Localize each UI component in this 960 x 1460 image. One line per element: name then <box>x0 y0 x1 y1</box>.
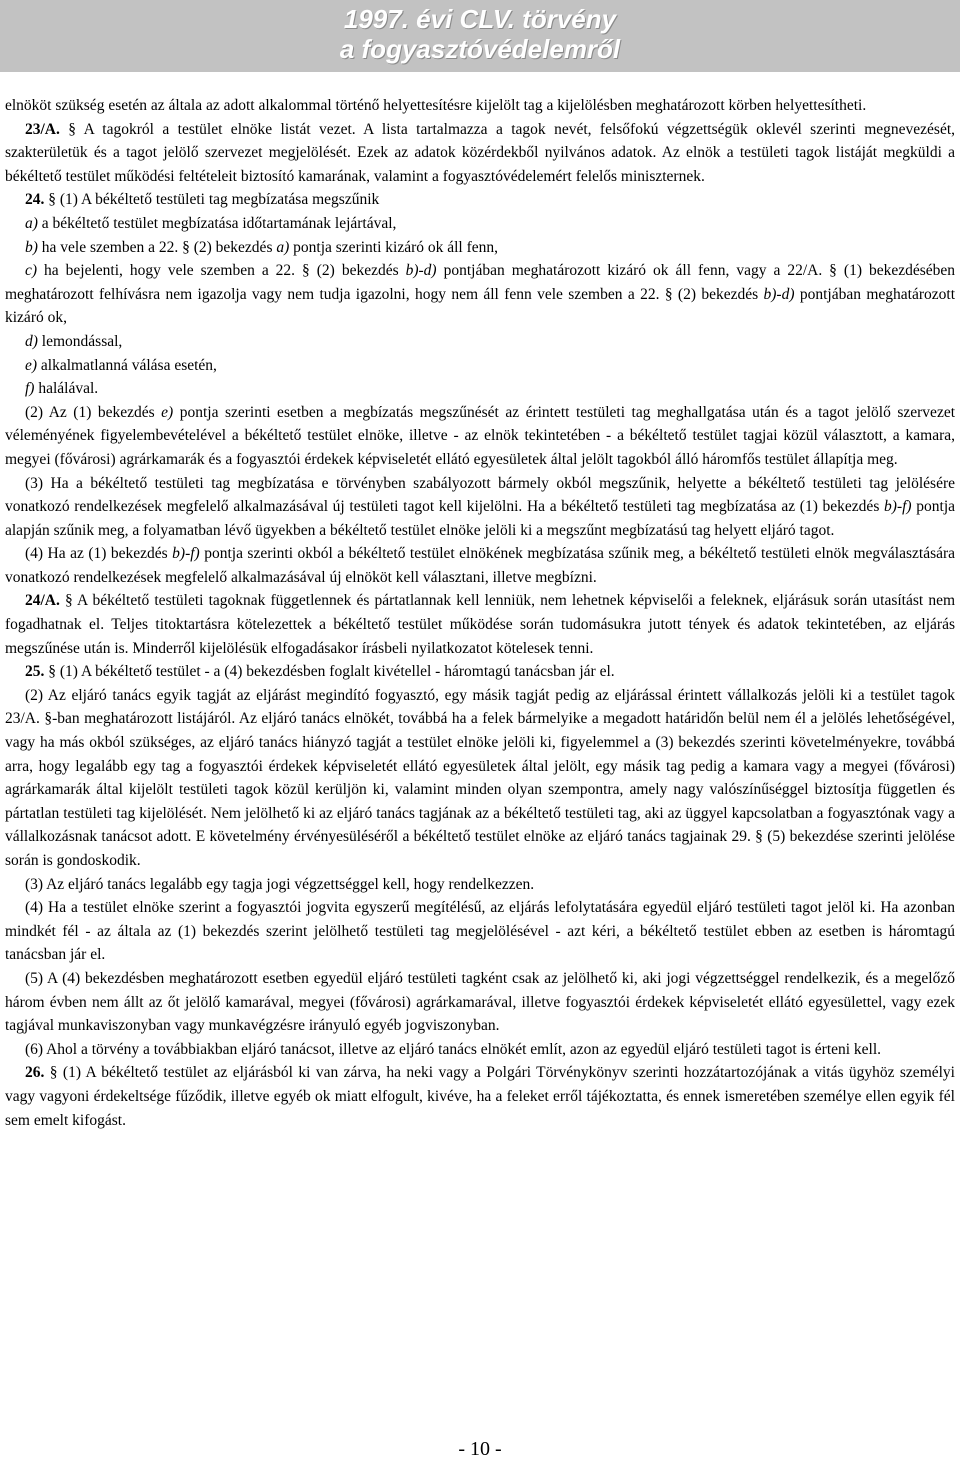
paragraph <box>5 472 955 543</box>
paragraph-text: pontja szerinti esetben a megbízatás megszűnését az érintett testületi tag meghallgatása után és a tagot jelölő szervezet véleményének figyelembevételével a békéltető testület elnöke, illetve - az elnök tekintetében - a békéltető testület tagjai közül választott, a kamara, megyei (fővárosi) agrárkamarák és a fogyasztói érdekek képviseletét ellátó egyesületek által jelölt tagokból álló háromfős testület állapítja meg. <box>5 403 956 468</box>
list-item <box>5 212 955 236</box>
document-body <box>5 94 955 1132</box>
paragraph-text: (4) Ha az (1) bekezdés <box>25 545 168 563</box>
item-ref: a) <box>276 238 290 256</box>
item-text: lemondással, <box>41 332 123 350</box>
section-24 <box>5 188 955 212</box>
paragraph: (6) Ahol a törvény a továbbiakban eljáró tanácsot, illetve az eljáró tanács elnökét említ, azon az egyedül eljáró testületi tagot is érteni kell. <box>25 1040 882 1058</box>
paragraph-text: pontja szerinti okból a békéltető testület elnökének megbízatása szűnik meg, a békéltető testületi elnök megválasztására vonatkozó rendelkezések megfelelő alkalmazásával új elnököt kell választani, illetve megbízni. <box>5 545 956 586</box>
header-title-line2: a fogyasztóvédelemről <box>339 34 621 64</box>
paragraph-text: (2) Az (1) bekezdés <box>25 403 155 421</box>
section-number: 24/A. <box>25 592 60 610</box>
item-text: ha vele szemben a 22. § (2) bekezdés <box>41 238 273 256</box>
item-text: pontjában meghatározott kizáró ok áll fenn, vagy a 22/A. § (1) bekezdésében meghatározott felhívásra nem igazolja vagy nem tudja igazolni, hogy nem áll fenn vele szemben a 22. § (2) bekezdés <box>5 262 956 303</box>
item-letter: e) <box>25 356 38 374</box>
paragraph <box>5 542 955 589</box>
section-text: § (1) A békéltető testület az eljárásból ki van zárva, ha neki vagy a Polgári Törvénykönyv szerinti hozzátartozójának a vitás ügyhöz személyi vagy vagyoni érdekeltsége fűződik, illetve egyéb ok miatt elfogult, kivéve, ha a feleket erről tájékoztatta, és ennek ismeretében személye ellen egyik fél sem emelt kifogást. <box>5 1064 955 1129</box>
header-title-line1: 1997. évi CLV. törvény <box>343 4 617 34</box>
section-number: 26. <box>25 1064 45 1082</box>
item-text: pontja szerinti kizáró ok áll fenn, <box>293 238 499 256</box>
section-text: § A békéltető testületi tagoknak függetlennek és pártatlannak kell lenniük, nem lehetnek képviselői a feleknek, eljárásuk során utasítást nem fogadhatnak el. Teljes titoktartásra kötelezettek a békéltető testület működése során tudomásukra jutott tények és adatok tekintetében, az eljárás megszűnése után is. Minderről kijelölésük elfogadásakor írásbeli nyilatkozatot kötelesek tenni. <box>5 592 956 657</box>
item-ref: b)-f) <box>884 498 912 516</box>
item-ref: b)-d) <box>763 285 795 303</box>
item-ref: b)-d) <box>405 262 437 280</box>
list-item <box>5 259 955 330</box>
item-text: pontjában meghatározott kizáró ok, <box>5 285 956 327</box>
section-26 <box>5 1061 955 1132</box>
paragraph: elnököt szükség esetén az általa az adott alkalommal történő helyettesítésre kijelölt tag a kijelölésben meghatározott körben helyettesítheti. <box>5 97 867 114</box>
paragraph: (3) Az eljáró tanács legalább egy tagja jogi végzettséggel kell, hogy rendelkezzen. <box>25 875 535 893</box>
item-text: ha bejelenti, hogy vele szemben a 22. § (2) bekezdés <box>44 262 399 280</box>
document-header <box>0 0 960 72</box>
list-item <box>5 330 955 354</box>
paragraph-text: pontja alapján szűnik meg, a folyamatban lévő ügyekben a békéltető testület elnöke jelöli ki a megszűnt megbízatású tag helyett eljáró tagot. <box>5 498 956 539</box>
section-number: 25. <box>25 663 45 681</box>
section-text: § (1) A békéltető testület - a (4) bekezdésben foglalt kivétellel - háromtagú tanácsban jár el. <box>48 663 615 681</box>
paragraph <box>5 401 955 472</box>
item-text: halálával. <box>38 380 99 398</box>
item-letter: a) <box>25 214 38 232</box>
paragraph: (4) Ha a testület elnöke szerint a fogyasztói jogvita egyszerű megítélésű, az eljárás lefolytatására egyedül eljáró testületi tagot jelöl ki. Ha azonban mindkét fél - az általa az (1) bekezdés szerint jelölhető testületi tag megjelölésével - azt kéri, a békéltető testület ebben az esetben is háromtagú tanácsban jár el. <box>5 899 955 964</box>
section-24a <box>5 589 955 660</box>
paragraph: (5) A (4) bekezdésben meghatározott esetben egyedül eljáró testületi tagként csak az jelölhető ki, aki jogi végzettséggel rendelkezik, és a megelőző három évben nem állt az őt jelölő kamarával, megyei (fővárosi) agrárkamarával, illetve fogyasztói érdekek képviseletét ellátó egyesülettel, vagy ezek tagjával munkaviszonyban vagy munkavégzésre irányuló egyéb jogviszonyban. <box>5 969 955 1035</box>
item-text: alkalmatlanná válása esetén, <box>40 356 217 374</box>
section-23a <box>5 118 955 189</box>
item-letter: c) <box>25 262 38 280</box>
paragraph-text: (3) Ha a békéltető testületi tag megbízatása e törvényben szabályozott bármely okból megszűnik, helyette a békéltető testületi tag jelölésére vonatkozó rendelkezések megfelelő alkalmazásával új testületi tagot kell kijelölni. Ha a békéltető testületi tag megbízatása az (1) bekezdés <box>5 474 955 516</box>
item-letter: d) <box>25 332 38 350</box>
section-25 <box>5 660 955 684</box>
list-item <box>5 377 955 401</box>
section-number: 23/A. <box>25 120 60 138</box>
page-number: - 10 - <box>458 1438 502 1460</box>
paragraph: (2) Az eljáró tanács egyik tagját az eljárást megindító fogyasztó, egy másik tagját pedig az eljárással érintett vállalkozás jelöli ki a testület tagok 23/A. §-ban meghatározott listájáról. Az eljáró tanács elnökét, továbbá ha a felek bármelyike a megadott határidőn belül nem él a jelölés lehetőségével, vagy ha más okból szükséges, az eljáró tanács hiányzó tagját a testület elnöke jelöli ki, figyelemmel a (3) bekezdés szerinti követelményekre, továbbá arra, hogy legalább egy tag a fogyasztói érdekek képviseletét ellátó egyesületek által jelölt, egy másik tag pedig a kamara vagy a megyei (fővárosi) agrárkamarák által kijelölt testületi tagok közül kerüljön ki, valamint minden olyan szempontra, amely nagy valószínűséggel biztosítja független és pártatlan testületi tag kijelölését. Nem jelölhető ki az eljáró tanács tagjának az a békéltető testületi tag, aki az üggyel kapcsolatban a fogyasztónak vagy a vállalkozásnak tanácsot adott. E követelmény érvényesüléséről a békéltető testület elnöke az eljáró tanács tagjainak 29. § (5) bekezdése szerinti jelölése során is gondoskodik. <box>5 686 955 869</box>
section-text: § (1) A békéltető testületi tag megbízatása megszűnik <box>48 191 380 209</box>
list-item <box>5 354 955 378</box>
item-letter: f) <box>25 380 35 398</box>
section-number: 24. <box>25 191 45 209</box>
item-letter: b) <box>25 238 38 256</box>
item-text: a békéltető testület megbízatása időtartamának lejártával, <box>41 214 397 232</box>
item-ref: b)-f) <box>172 545 200 563</box>
item-ref: e) <box>161 403 174 421</box>
list-item <box>5 236 955 260</box>
section-text: § A tagokról a testület elnöke listát vezet. A lista tartalmazza a tagok nevét, felsőfokú végzettségük oklevél szerinti megnevezését, szakterületük és a tagot jelölő szervezet megjelölését. Ezek az adatok közérdekből nyilvános adatok. Az elnök a testületi tagok listáját megküldi a békéltető testület működési feltételeit biztosító kamarának, valamint a fogyasztóvédelemért felelős miniszternek. <box>5 120 955 185</box>
